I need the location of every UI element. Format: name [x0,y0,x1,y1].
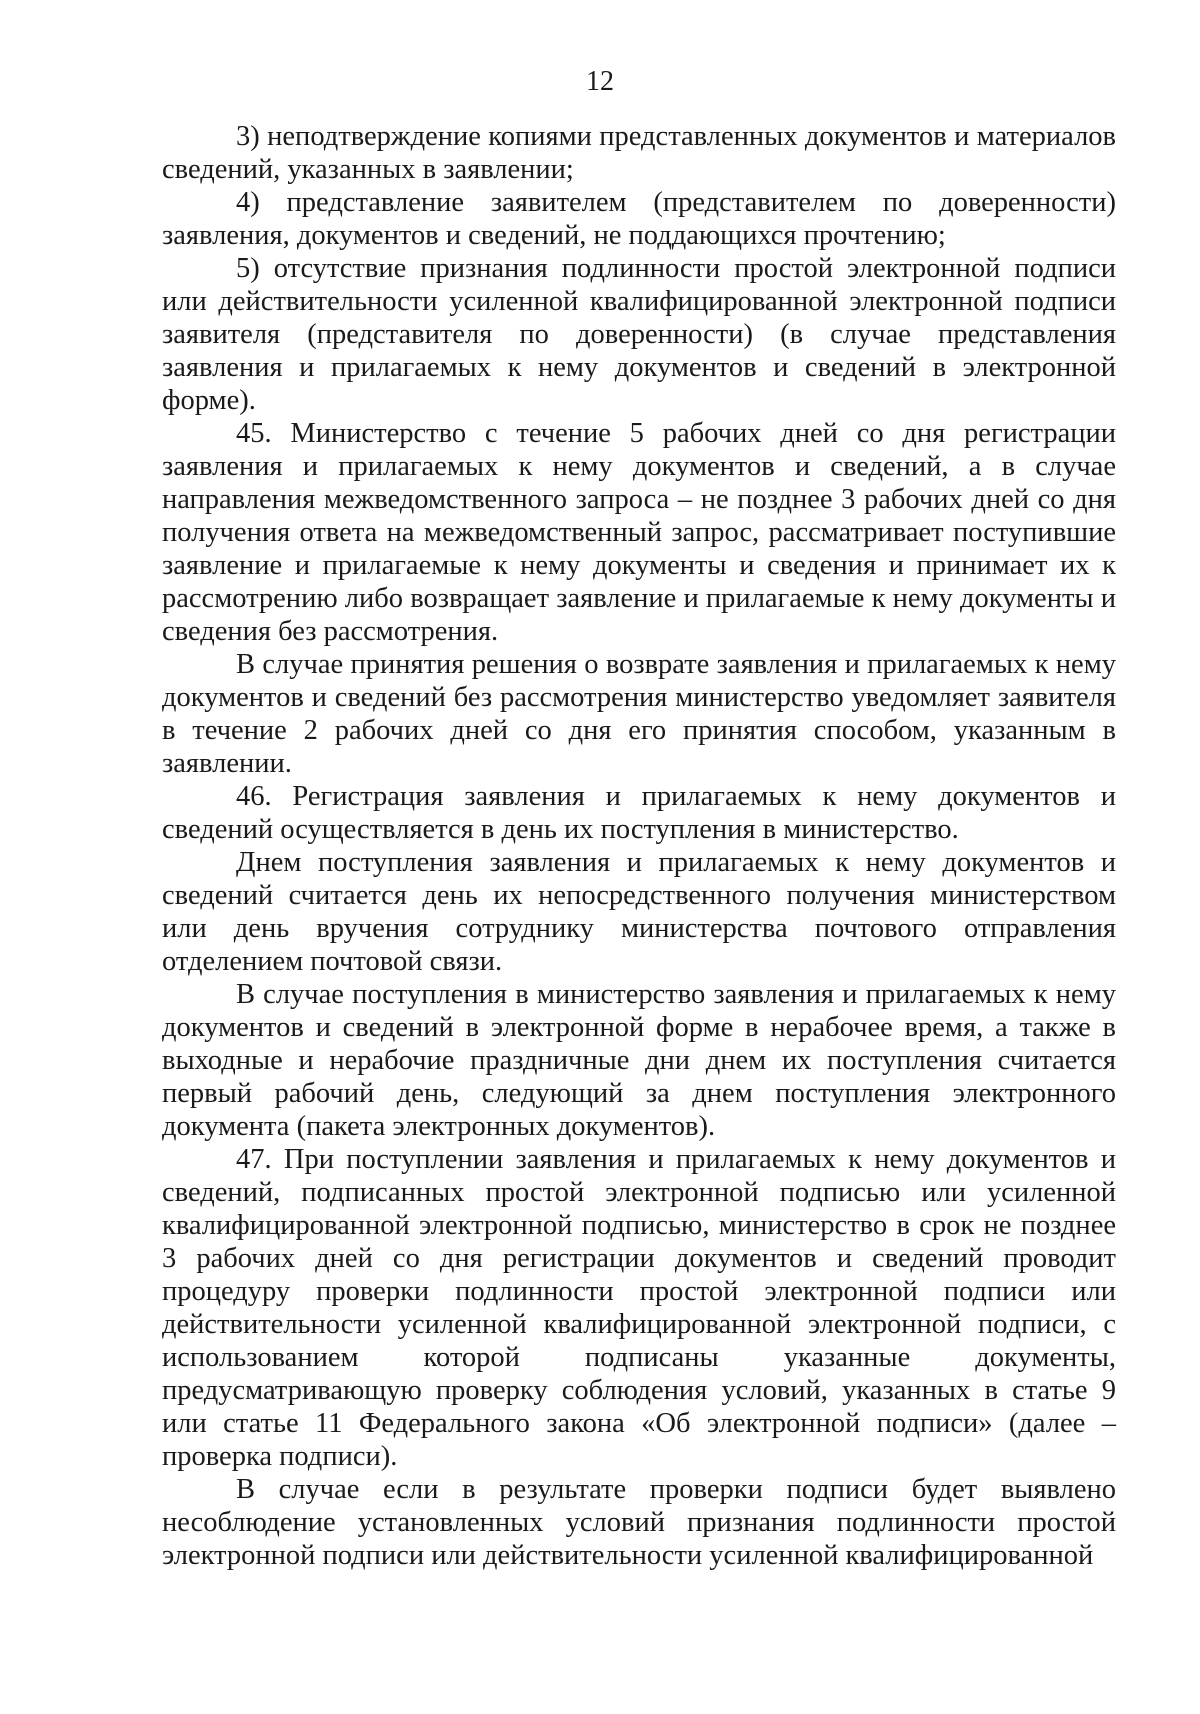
paragraph-46-electronic-receipt: В случае поступления в министерство заявления и прилагаемых к нему документов и сведений в электронной форме в нерабочее время, а также в выходные и нерабочие праздничные дни днем их поступления считается первый рабочий день, следующий за днем поступления электронного документа (пакета электронных документов). [162,979,1116,1142]
paragraph-46-receipt-day: Днем поступления заявления и прилагаемых к нему документов и сведений считается день их непосредственного получения министерством или день вручения сотруднику министерства почтового отправления отделением почтовой связи. [162,847,1116,977]
paragraph-47: 47. При поступлении заявления и прилагаемых к нему документов и сведений, подписанных простой электронной подписью или усиленной квалифицированной электронной подписью, министерство в срок не позднее 3 рабочих дней со дня регистрации документов и сведений проводит процедуру проверки подлинности простой электронной подписи или действительности усиленной квалифицированной электронной подписи, с использованием которой подписаны указанные документы, предусматривающую проверку соблюдения условий, указанных в статье 9 или статье 11 Федерального закона «Об электронной подписи» (далее – проверка подписи). [162,1144,1116,1472]
page-number: 12 [586,66,614,97]
paragraph-45-return: В случае принятия решения о возврате заявления и прилагаемых к нему документов и сведений без рассмотрения министерство уведомляет заявителя в течение 2 рабочих дней со дня его принятия способом, указанным в заявлении. [162,649,1116,779]
paragraph-47-signature-check: В случае если в результате проверки подписи будет выявлено несоблюдение установленных условий признания подлинности простой электронной подписи или действительности усиленной квалифицированной [162,1474,1116,1571]
paragraph-45: 45. Министерство с течение 5 рабочих дней со дня регистрации заявления и прилагаемых к нему документов и сведений, а в случае направления межведомственного запроса – не позднее 3 рабочих дней со дня получения ответа на межведомственный запрос, рассматривает поступившие заявление и прилагаемые к нему документы и сведения и принимает их к рассмотрению либо возвращает заявление и прилагаемые к нему документы и сведения без рассмотрения. [162,418,1116,647]
paragraph-item-3: 3) неподтверждение копиями представленных документов и материалов сведений, указанных в заявлении; [162,121,1116,185]
paragraph-item-5: 5) отсутствие признания подлинности простой электронной подписи или действительности усиленной квалифицированной электронной подписи заявителя (представителя по доверенности) (в случае представления заявления и прилагаемых к нему документов и сведений в электронной форме). [162,253,1116,416]
paragraph-46: 46. Регистрация заявления и прилагаемых к нему документов и сведений осуществляется в день их поступления в министерство. [162,781,1116,845]
paragraph-item-4: 4) представление заявителем (представителем по доверенности) заявления, документов и сведений, не поддающихся прочтению; [162,187,1116,251]
document-body [162,120,1116,1572]
